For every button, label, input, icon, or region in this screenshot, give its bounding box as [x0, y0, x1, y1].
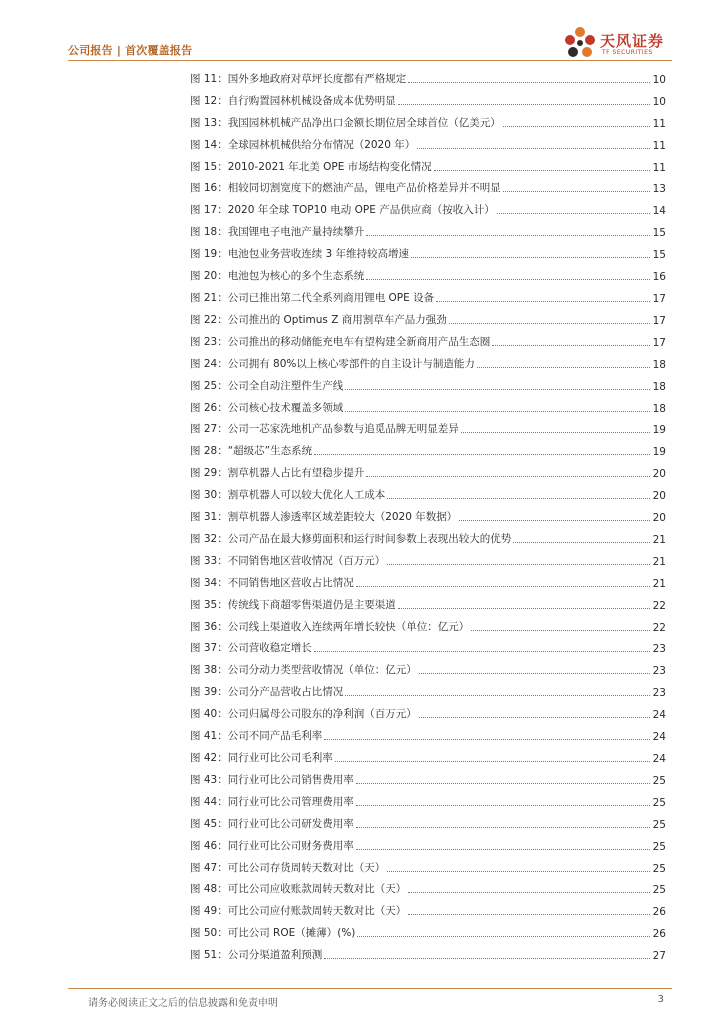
toc-entry[interactable]: [190, 197, 666, 219]
toc-entry[interactable]: [190, 154, 666, 176]
toc-entry-label: 图 49：可比公司应付账款周转天数对比（天）: [190, 905, 407, 918]
toc-entry-page: 24: [652, 709, 666, 722]
toc-entry-label: 图 20：电池包为核心的多个生态系统: [190, 270, 365, 283]
toc-entry[interactable]: [190, 66, 666, 88]
toc-entry-label: 图 36：公司线上渠道收入连续两年增长较快（单位：亿元）: [190, 620, 470, 633]
toc-leader-dots: [408, 914, 650, 915]
toc-entry-page: 27: [652, 950, 666, 963]
toc-entry-page: 18: [652, 402, 666, 415]
toc-entry[interactable]: [190, 460, 666, 482]
toc-entry-page: 23: [652, 643, 666, 656]
toc-entry[interactable]: [190, 877, 666, 899]
toc-leader-dots: [324, 739, 650, 740]
toc-entry-label: 图 27：公司一芯家洗地机产品参数与追觅品牌无明显差异: [190, 423, 459, 436]
toc-entry[interactable]: [190, 855, 666, 877]
toc-entry[interactable]: [190, 592, 666, 614]
toc-entry-label: 图 19：电池包业务营收连续 3 年维持较高增速: [190, 248, 410, 261]
toc-entry-label: 图 48：可比公司应收账款周转天数对比（天）: [190, 883, 407, 896]
figure-index-list: [190, 66, 666, 964]
toc-entry-label: 图 33：不同销售地区营收情况（百万元）: [190, 554, 386, 567]
toc-entry-label: 图 47：可比公司存货周转天数对比（天）: [190, 861, 386, 874]
toc-entry-label: 图 34：不同销售地区营收占比情况: [190, 576, 354, 589]
toc-leader-dots: [357, 936, 650, 937]
toc-entry-label: 图 11：国外多地政府对草坪长度都有严格规定: [190, 72, 407, 85]
header-divider: [68, 60, 672, 61]
toc-entry-label: 图 23：公司推出的移动储能充电车有望构建全新商用产品生态圈: [190, 335, 491, 348]
toc-entry[interactable]: [190, 263, 666, 285]
toc-entry-label: 图 15：2010-2021 年北美 OPE 市场结构变化情况: [190, 160, 432, 173]
toc-entry-label: 图 51：公司分渠道盈利预测: [190, 949, 323, 962]
toc-leader-dots: [366, 476, 650, 477]
toc-entry-page: 26: [652, 928, 666, 941]
toc-entry-label: 图 26：公司核心技术覆盖多领域: [190, 401, 344, 414]
header-label: 公司报告 | 首次覆盖报告: [68, 44, 193, 57]
logo-subtitle: TF SECURITIES: [602, 49, 653, 56]
toc-leader-dots: [387, 871, 650, 872]
toc-leader-dots: [366, 279, 650, 280]
toc-leader-dots: [366, 235, 650, 236]
toc-entry-label: 图 40：公司归属母公司股东的净利润（百万元）: [190, 708, 417, 721]
toc-entry-label: 图 32：公司产品在最大修剪面积和运行时间参数上表现出较大的优势: [190, 532, 512, 545]
toc-entry[interactable]: [190, 482, 666, 504]
toc-entry-label: 图 12：自行购置园林机械设备成本优势明显: [190, 94, 396, 107]
toc-entry-page: 20: [652, 490, 666, 503]
toc-entry-page: 15: [652, 249, 666, 262]
toc-entry-page: 26: [652, 906, 666, 919]
toc-leader-dots: [356, 827, 650, 828]
toc-entry-label: 图 44：同行业可比公司管理费用率: [190, 795, 354, 808]
toc-entry-page: 10: [652, 95, 666, 108]
toc-entry[interactable]: [190, 132, 666, 154]
toc-leader-dots: [356, 805, 650, 806]
toc-leader-dots: [419, 673, 650, 674]
toc-entry-page: 11: [652, 161, 666, 174]
toc-entry[interactable]: [190, 811, 666, 833]
toc-leader-dots: [314, 454, 650, 455]
toc-leader-dots: [387, 564, 650, 565]
toc-leader-dots: [492, 345, 650, 346]
toc-entry[interactable]: [190, 526, 666, 548]
toc-leader-dots: [461, 432, 650, 433]
toc-entry-label: 图 21：公司已推出第二代全系列商用锂电 OPE 设备: [190, 291, 435, 304]
toc-entry-page: 24: [652, 731, 666, 744]
toc-leader-dots: [436, 301, 650, 302]
toc-entry-page: 20: [652, 512, 666, 525]
toc-entry[interactable]: [190, 329, 666, 351]
toc-leader-dots: [345, 695, 650, 696]
toc-entry-label: 图 43：同行业可比公司销售费用率: [190, 773, 354, 786]
toc-entry-page: 19: [652, 446, 666, 459]
toc-entry-page: 21: [652, 577, 666, 590]
toc-leader-dots: [419, 717, 650, 718]
toc-entry-label: 图 24：公司拥有 80%以上核心零部件的自主设计与制造能力: [190, 357, 475, 370]
toc-leader-dots: [356, 849, 650, 850]
toc-entry-page: 23: [652, 687, 666, 700]
toc-entry[interactable]: [190, 833, 666, 855]
toc-entry[interactable]: [190, 570, 666, 592]
toc-entry-page: 18: [652, 358, 666, 371]
toc-entry-label: 图 41：公司不同产品毛利率: [190, 730, 323, 743]
toc-leader-dots: [513, 542, 650, 543]
toc-entry-page: 25: [652, 884, 666, 897]
toc-leader-dots: [408, 82, 650, 83]
toc-entry-label: 图 35：传统线下商超零售渠道仍是主要渠道: [190, 598, 396, 611]
toc-entry-label: 图 45：同行业可比公司研发费用率: [190, 817, 354, 830]
toc-leader-dots: [434, 170, 650, 171]
toc-entry-page: 13: [652, 183, 666, 196]
toc-entry-page: 21: [652, 555, 666, 568]
toc-entry[interactable]: [190, 219, 666, 241]
toc-entry-page: 17: [652, 336, 666, 349]
footer-divider: [68, 988, 672, 989]
toc-leader-dots: [497, 213, 650, 214]
toc-leader-dots: [417, 148, 650, 149]
toc-entry-label: 图 14：全球园林机械供给分布情况（2020 年）: [190, 138, 416, 151]
toc-entry-label: 图 25：公司全自动注塑件生产线: [190, 379, 344, 392]
toc-entry-label: 图 17：2020 年全球 TOP10 电动 OPE 产品供应商（按收入计）: [190, 204, 495, 217]
toc-entry-page: 17: [652, 314, 666, 327]
toc-leader-dots: [356, 586, 650, 587]
toc-entry-page: 25: [652, 818, 666, 831]
toc-entry-label: 图 29：割草机器人占比有望稳步提升: [190, 467, 365, 480]
toc-entry[interactable]: [190, 636, 666, 658]
toc-entry-page: 25: [652, 774, 666, 787]
toc-entry[interactable]: [190, 789, 666, 811]
toc-entry-label: 图 28：“超级芯”生态系统: [190, 445, 313, 458]
toc-entry[interactable]: [190, 285, 666, 307]
toc-entry-page: 22: [652, 599, 666, 612]
toc-entry-page: 25: [652, 840, 666, 853]
toc-entry[interactable]: [190, 898, 666, 920]
toc-entry-label: 图 42：同行业可比公司毛利率: [190, 752, 333, 764]
toc-entry-label: 图 30：割草机器人可以较大优化人工成本: [190, 489, 386, 502]
page-number: 3: [657, 994, 664, 1005]
toc-entry[interactable]: [190, 110, 666, 132]
toc-entry[interactable]: [190, 504, 666, 526]
toc-entry-page: 11: [652, 139, 666, 152]
toc-entry-page: 17: [652, 292, 666, 305]
toc-entry[interactable]: [190, 417, 666, 439]
toc-entry[interactable]: [190, 307, 666, 329]
toc-entry-page: 16: [652, 271, 666, 284]
toc-entry-page: 25: [652, 796, 666, 809]
toc-leader-dots: [411, 257, 650, 258]
toc-entry[interactable]: [190, 241, 666, 263]
toc-leader-dots: [324, 958, 650, 959]
toc-leader-dots: [503, 126, 650, 127]
toc-entry[interactable]: [190, 176, 666, 198]
toc-entry-label: 图 16：相较同切割宽度下的燃油产品，锂电产品价格差异并不明显: [190, 182, 501, 195]
toc-entry-label: 图 46：同行业可比公司财务费用率: [190, 839, 354, 852]
toc-entry-label: 图 37：公司营收稳定增长: [190, 642, 312, 655]
toc-leader-dots: [356, 783, 650, 784]
toc-entry-page: 21: [652, 533, 666, 546]
toc-entry[interactable]: [190, 657, 666, 679]
toc-leader-dots: [477, 367, 650, 368]
toc-leader-dots: [459, 520, 650, 521]
toc-entry-page: 25: [652, 862, 666, 875]
footer-disclaimer: 请务必阅读正文之后的信息披露和免责申明: [88, 998, 278, 1009]
toc-entry[interactable]: [190, 767, 666, 789]
toc-entry[interactable]: [190, 614, 666, 636]
toc-entry-label: 图 38：公司分动力类型营收情况（单位：亿元）: [190, 664, 417, 677]
toc-entry-label: 图 13：我国园林机械产品净出口金额长期位居全球首位（亿美元）: [190, 116, 501, 129]
toc-entry[interactable]: [190, 679, 666, 701]
toc-entry[interactable]: [190, 88, 666, 110]
toc-leader-dots: [345, 389, 650, 390]
toc-entry-page: 24: [652, 753, 666, 765]
toc-leader-dots: [408, 892, 650, 893]
toc-entry[interactable]: [190, 745, 666, 767]
flower-logo-icon: [562, 24, 598, 64]
toc-leader-dots: [387, 498, 650, 499]
toc-entry-page: 11: [652, 117, 666, 130]
toc-entry[interactable]: [190, 701, 666, 723]
toc-entry[interactable]: [190, 373, 666, 395]
toc-leader-dots: [503, 191, 650, 192]
toc-entry-page: 22: [652, 621, 666, 634]
logo-text: 天风证券: [600, 32, 665, 50]
toc-entry-page: 23: [652, 665, 666, 678]
toc-entry[interactable]: [190, 920, 666, 942]
toc-entry-page: 20: [652, 468, 666, 481]
toc-leader-dots: [335, 761, 650, 762]
toc-entry[interactable]: [190, 723, 666, 745]
toc-entry-page: 14: [652, 205, 666, 218]
toc-entry[interactable]: [190, 395, 666, 417]
toc-entry[interactable]: [190, 548, 666, 570]
toc-entry-label: 图 31：割草机器人渗透率区域差距较大（2020 年数据）: [190, 511, 458, 524]
toc-entry-page: 15: [652, 227, 666, 240]
toc-leader-dots: [471, 630, 650, 631]
toc-entry[interactable]: [190, 438, 666, 460]
toc-entry-page: 10: [652, 73, 666, 86]
toc-entry-page: 19: [652, 424, 666, 437]
toc-entry-label: 图 39：公司分产品营收占比情况: [190, 686, 344, 699]
toc-entry-label: 图 18：我国锂电子电池产量持续攀升: [190, 226, 365, 239]
toc-entry[interactable]: [190, 942, 666, 964]
toc-leader-dots: [449, 323, 650, 324]
toc-entry[interactable]: [190, 351, 666, 373]
toc-entry-label: 图 50：可比公司 ROE（摊薄）(%): [190, 927, 356, 940]
toc-entry-page: 18: [652, 380, 666, 393]
toc-entry-label: 图 22：公司推出的 Optimus Z 商用割草车产品力强劲: [190, 313, 447, 326]
toc-leader-dots: [314, 651, 650, 652]
toc-leader-dots: [398, 608, 650, 609]
toc-leader-dots: [398, 104, 650, 105]
toc-leader-dots: [345, 411, 650, 412]
